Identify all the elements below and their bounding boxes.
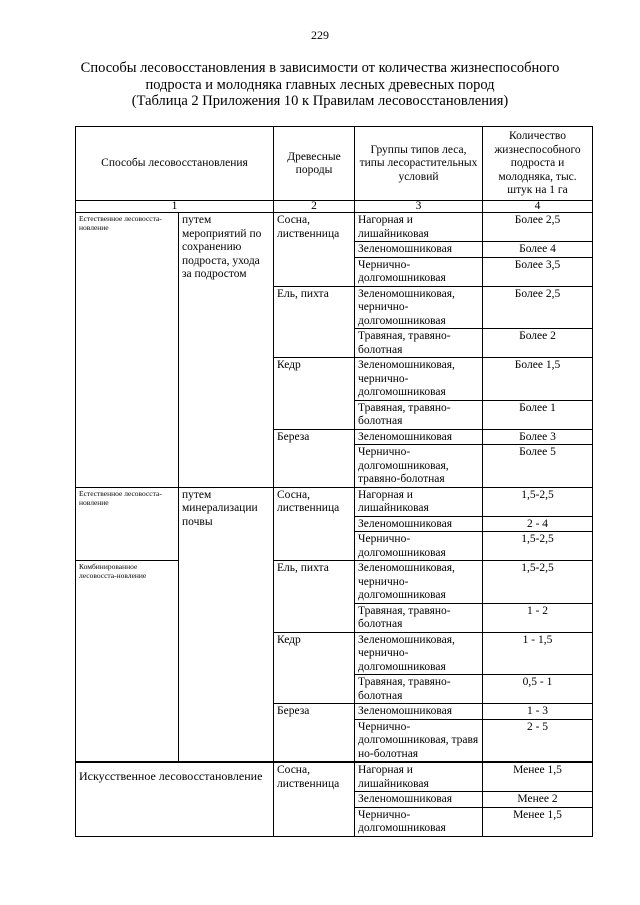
column-number: 2 <box>274 201 355 213</box>
column-number: 3 <box>355 201 483 213</box>
quantity-value: 0,5 - 1 <box>483 675 593 704</box>
quantity-value: Менее 1,5 <box>483 762 593 792</box>
header-row <box>76 127 593 201</box>
quantity-value: Менее 1,5 <box>483 807 593 836</box>
table-row <box>76 487 593 516</box>
quantity-value: 1 - 2 <box>483 603 593 632</box>
species-birch: Береза <box>274 704 355 763</box>
quantity-value: Более 1,5 <box>483 358 593 401</box>
header-species: Древесные породы <box>274 127 355 201</box>
forest-type: Нагорная и лишайниковая <box>355 762 483 792</box>
species-cedar: Кедр <box>274 632 355 704</box>
species-spruce-fir: Ель, пихта <box>274 561 355 633</box>
quantity-value: 2 - 5 <box>483 719 593 762</box>
column-numbers-row <box>76 201 593 213</box>
forest-type: Травяная, травяно-болотная <box>355 400 483 429</box>
quantity-value: Более 4 <box>483 242 593 258</box>
forest-type: Чернично-долгомошниковая <box>355 532 483 561</box>
header-quantity: Количество жизнеспособного подроста и молодняка, тыс. штук на 1 га <box>483 127 593 201</box>
column-number: 1 <box>76 201 274 213</box>
title-line-3: (Таблица 2 Приложения 10 к Правилам лесовосстановления) <box>131 93 509 109</box>
quantity-value: Более 1 <box>483 400 593 429</box>
forest-type: Зеленомошниковая, чернично-долгомошниковая <box>355 286 483 329</box>
quantity-value: 1 - 3 <box>483 704 593 720</box>
forest-type: Травяная, травяно-болотная <box>355 329 483 358</box>
table-row <box>76 213 593 242</box>
forest-type: Травяная, травяно-болотная <box>355 675 483 704</box>
quantity-value: Более 3 <box>483 429 593 445</box>
title-line-1: Способы лесовосстановления в зависимости от количества жизнеспособного <box>80 60 560 76</box>
title-line-2: подроста и молодняка главных лесных древесных пород <box>145 76 495 93</box>
quantity-value: Более 2,5 <box>483 286 593 329</box>
forest-type: Чернично-долгомошниковая, травяно-болотная <box>355 445 483 488</box>
table-row <box>76 762 593 792</box>
forest-type: Зеленомошниковая <box>355 704 483 720</box>
quantity-value: Более 2 <box>483 329 593 358</box>
method-combined: Комбинированное лесовосста-новление <box>76 561 179 763</box>
quantity-value: 1,5-2,5 <box>483 561 593 604</box>
header-methods: Способы лесовосстановления <box>76 127 274 201</box>
method-natural-1-sub: путем мероприятий по сохранению подроста, ухода за подростом <box>179 213 274 488</box>
quantity-value: Менее 2 <box>483 792 593 808</box>
forest-type: Зеленомошниковая, чернично-долгомошниковая <box>355 358 483 401</box>
quantity-value: Более 2,5 <box>483 213 593 242</box>
page-title <box>60 60 580 110</box>
species-pine-larch: Сосна, лиственница <box>274 762 355 836</box>
species-spruce-fir: Ель, пихта <box>274 286 355 358</box>
forest-type: Чернично-долгомошниковая <box>355 807 483 836</box>
method-natural-2-sub: путем минерализации почвы <box>179 487 274 762</box>
column-number: 4 <box>483 201 593 213</box>
forest-type: Травяная, травяно-болотная <box>355 603 483 632</box>
quantity-value: 1,5-2,5 <box>483 532 593 561</box>
species-pine-larch: Сосна, лиственница <box>274 487 355 561</box>
species-birch: Береза <box>274 429 355 487</box>
forest-type: Зеленомошниковая <box>355 792 483 808</box>
table-row <box>76 561 593 604</box>
forest-type: Зеленомошниковая <box>355 516 483 532</box>
quantity-value: 1,5-2,5 <box>483 487 593 516</box>
method-natural-1: Естественное лесовосста-новление <box>76 213 179 488</box>
header-forest-types: Группы типов леса, типы лесорастительных условий <box>355 127 483 201</box>
method-natural-2: Естественное лесовосста-новление <box>76 487 179 561</box>
forest-type: Зеленомошниковая <box>355 429 483 445</box>
forest-type: Чернично-долгомошниковая, травя но-болотная <box>355 719 483 762</box>
forest-type: Зеленомошниковая, чернично-долгомошниковая <box>355 561 483 604</box>
forest-type: Зеленомошниковая, чернично-долгомошниковая <box>355 632 483 675</box>
quantity-value: Более 5 <box>483 445 593 488</box>
quantity-value: 2 - 4 <box>483 516 593 532</box>
quantity-value: Более 3,5 <box>483 257 593 286</box>
forest-type: Нагорная и лишайниковая <box>355 213 483 242</box>
species-cedar: Кедр <box>274 358 355 430</box>
reforestation-table <box>75 126 593 488</box>
forest-type: Зеленомошниковая <box>355 242 483 258</box>
page-number: 229 <box>311 28 329 42</box>
forest-type: Чернично-долгомошниковая <box>355 257 483 286</box>
quantity-value: 1 - 1,5 <box>483 632 593 675</box>
method-artificial: Искусственное лесовосстановление <box>76 762 274 836</box>
reforestation-table-continued <box>75 487 593 837</box>
forest-type: Нагорная и лишайниковая <box>355 487 483 516</box>
species-pine-larch: Сосна, лиственница <box>274 213 355 287</box>
